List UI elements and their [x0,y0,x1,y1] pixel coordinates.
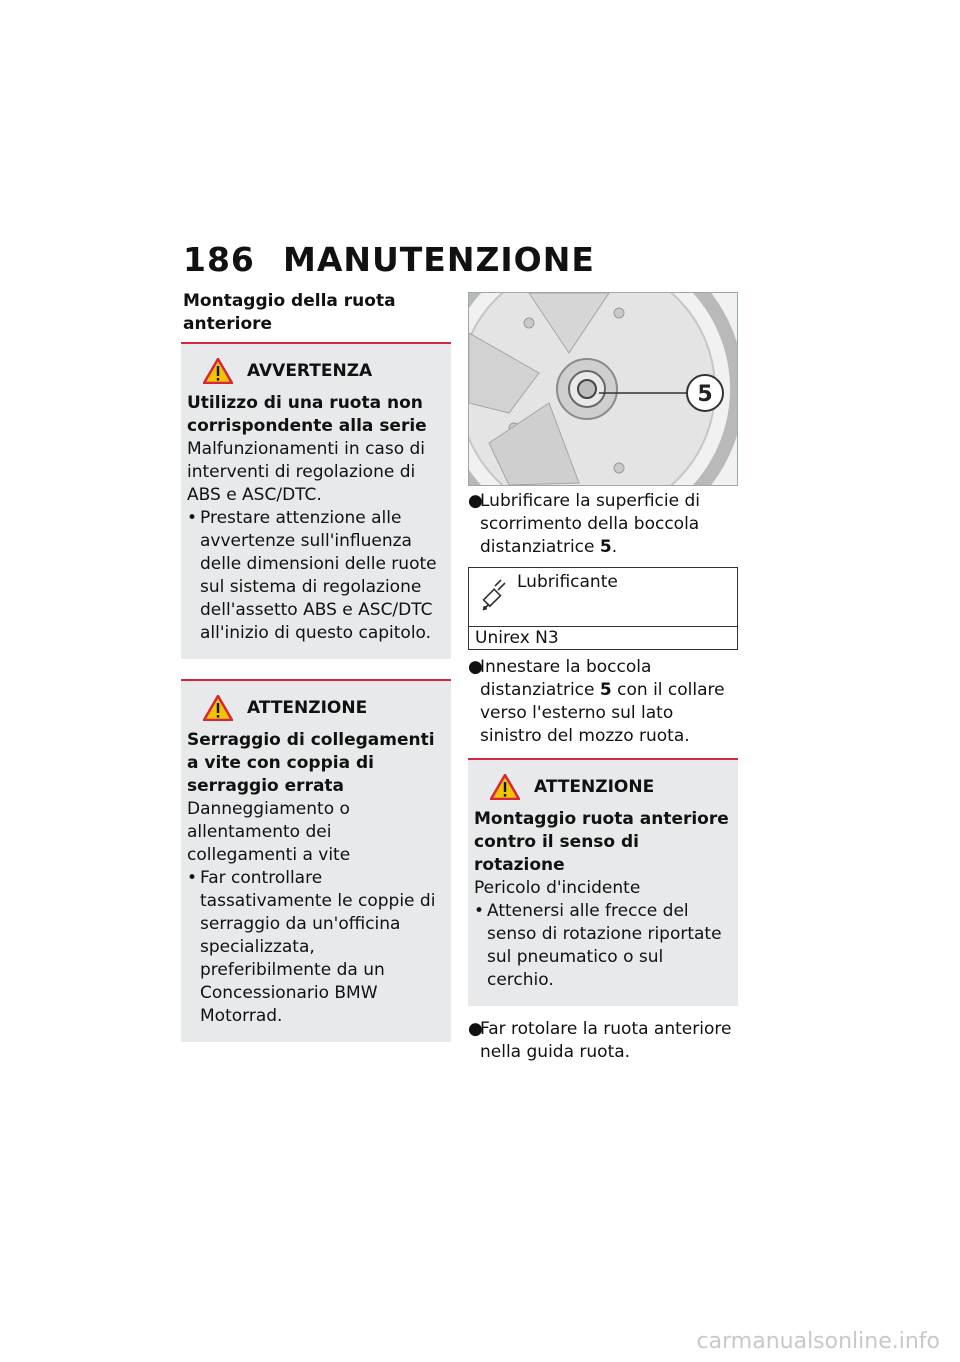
page-number: 186 [183,240,255,279]
bullet-round: ● [468,1019,483,1039]
bullet-round: ● [468,657,483,677]
chapter-title: MANUTENZIONE [283,240,595,279]
lubricant-header-row [469,568,737,627]
warning-header [203,358,445,384]
step-text: Far rotolare la ruota anteriore nella guida ruota. [480,1019,732,1062]
figure-callout: 5 [697,382,713,407]
warning-title: ATTENZIONE [247,698,368,718]
warning-title: AVVERTENZA [247,361,373,381]
bullet-dot: • [474,901,485,921]
lubricant-label: Lubrificante [517,572,618,592]
warning-box-attenzione-1 [181,679,451,1042]
warning-consequence: Danneggiamento o allentamento dei collegamenti a vite [187,799,351,865]
warning-bullet-text: Attenersi alle frecce del senso di rotazione riportate sul pneumatico o sul cerchio. [487,901,722,990]
warning-triangle-icon [490,774,520,800]
lubricant-table [468,567,738,650]
warning-header [203,695,445,721]
warning-box-avvertenza [181,342,451,659]
step-text: Lubrificare la superficie di scorrimento della boccola distanziatrice 5. [480,491,700,557]
watermark: carmanualsonline.info [696,1329,940,1354]
warning-triangle-icon [203,695,233,721]
warning-bullet [474,900,732,992]
warning-title: ATTENZIONE [534,777,655,797]
section-title: Montaggio della ruota anteriore [183,291,396,334]
warning-consequence: Pericolo d'incidente [474,878,641,898]
grease-gun-icon [479,578,509,614]
left-column [181,290,451,1042]
warning-bullet-text: Far controllare tassativamente le coppie di serraggio da un'officina specializzata, preferibilmente da un Concessionario BMW Motorrad. [200,868,436,1026]
warning-box-attenzione-2 [468,758,738,1006]
wheel-illustration [469,293,737,485]
bullet-dot: • [187,868,198,888]
page-header [183,240,595,279]
warning-header [490,774,732,800]
lubricant-value: Unirex N3 [475,628,559,648]
step-insert-bushing [468,656,738,748]
step-lubricate [468,490,738,559]
warning-triangle-icon [203,358,233,384]
warning-bullet [187,867,445,1028]
right-column [468,292,738,1064]
warning-bullet-text: Prestare attenzione alle avvertenze sull'influenza delle dimensioni delle ruote sul sistema di regolazione dell'assetto ABS e ASC/DTC all'inizio di questo capitolo. [200,508,437,643]
warning-consequence: Malfunzionamenti in caso di interventi di regolazione di ABS e ASC/DTC. [187,439,426,505]
bullet-dot: • [187,508,198,528]
warning-bullet [187,507,445,645]
step-roll-wheel [468,1018,738,1064]
warning-subject: Serraggio di collegamenti a vite con coppia di serraggio errata [187,730,435,796]
warning-subject: Montaggio ruota anteriore contro il senso di rotazione [474,809,729,875]
warning-subject: Utilizzo di una ruota non corrispondente alla serie [187,393,427,436]
step-text: Innestare la boccola distanziatrice 5 con il collare verso l'esterno sul lato sinistro del mozzo ruota. [480,657,725,746]
bullet-round: ● [468,491,483,511]
front-wheel-hub-figure [468,292,738,486]
